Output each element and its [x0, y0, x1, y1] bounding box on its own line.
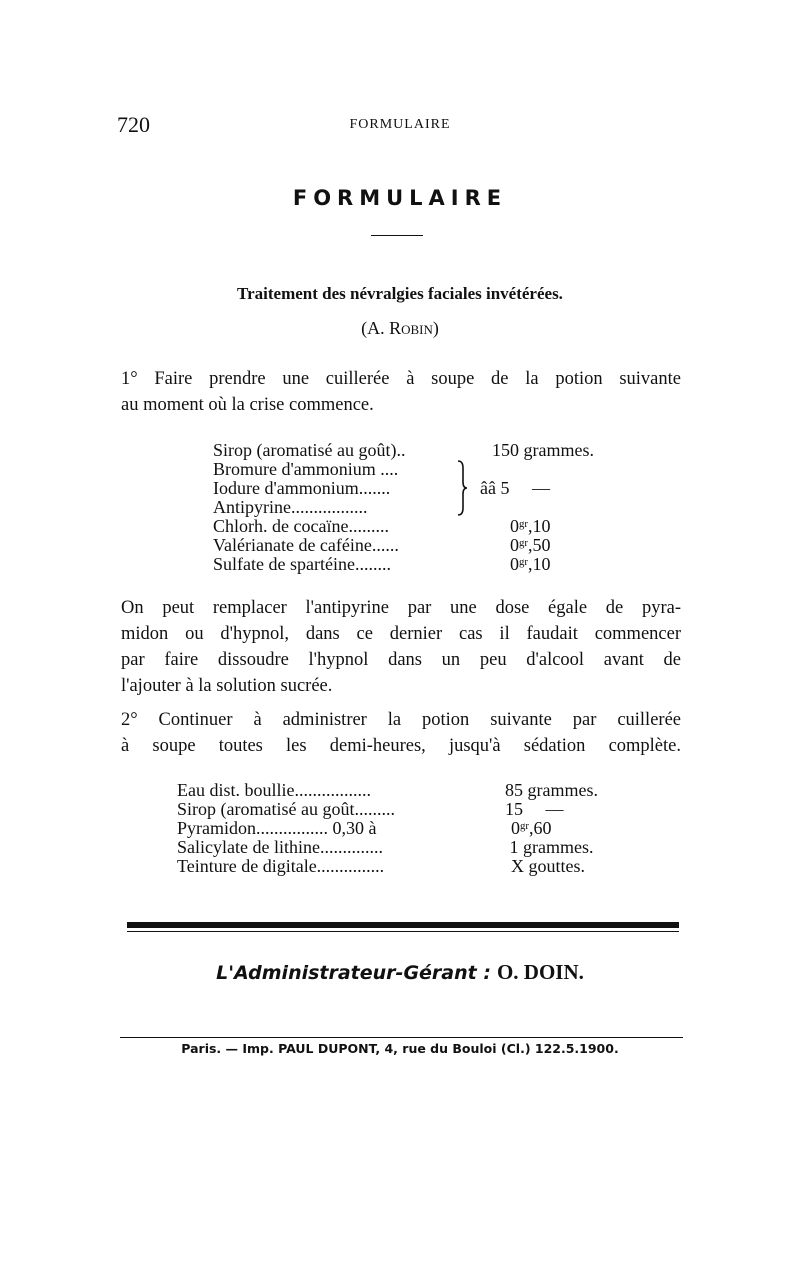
paragraph-line: à soupe toutes les demi-heures, jusqu'à sédation complète.	[121, 736, 681, 756]
administrator-label: L'Administrateur-Gérant :	[216, 962, 491, 984]
paragraph-line: On peut remplacer l'antipyrine par une dose égale de pyra-	[121, 598, 681, 618]
quantity: 15 —	[505, 799, 564, 819]
paragraph-1	[121, 366, 681, 418]
curly-brace	[455, 460, 469, 516]
ingredient: Chlorh. de cocaïne.........	[213, 516, 389, 536]
ingredient: Salicylate de lithine..............	[177, 837, 383, 857]
quantity: $0^{gr},60$	[511, 818, 552, 838]
quantity: X gouttes.	[511, 856, 585, 876]
recipe-row	[213, 517, 633, 536]
administrator-name: O. DOIN.	[496, 960, 584, 984]
quantity: 150 grammes.	[492, 440, 594, 460]
recipe-row	[177, 857, 637, 876]
author-close: )	[432, 318, 439, 338]
quantity: $0^{gr},10$	[510, 516, 551, 536]
quantity: 1 grammes.	[505, 837, 594, 857]
footer-thick-rule	[127, 922, 679, 928]
ingredient: Sirop (aromatisé au goût)..	[213, 440, 406, 460]
recipe-row	[213, 498, 633, 517]
quantity: $0^{gr},50$	[510, 535, 551, 555]
ingredient: Eau dist. boullie.................	[177, 780, 371, 800]
quantity: 85 grammes.	[505, 780, 598, 800]
recipe-2	[177, 781, 637, 876]
recipe-row	[213, 555, 633, 574]
ingredient: Pyramidon................ 0,30 à	[177, 818, 377, 838]
ingredient: Valérianate de caféine......	[213, 535, 399, 555]
ingredient: Bromure d'ammonium ....	[213, 459, 399, 479]
recipe-row	[213, 536, 633, 555]
imprint-rule	[120, 1037, 683, 1038]
recipe-row	[213, 460, 633, 479]
paragraph-3	[121, 707, 681, 759]
subtitle: Traitement des névralgies faciales invétérées.	[237, 284, 563, 303]
recipe-row	[177, 838, 637, 857]
title-rule	[371, 235, 423, 236]
author-line	[0, 318, 800, 339]
author-open: (A.	[361, 318, 390, 338]
page-title: FORMULAIRE	[292, 186, 508, 210]
paragraph-line: l'ajouter à la solution sucrée.	[121, 676, 333, 696]
recipe-row	[177, 800, 637, 819]
ingredient: Sulfate de spartéine........	[213, 554, 391, 574]
running-head: FORMULAIRE	[349, 117, 451, 132]
ingredient: Teinture de digitale...............	[177, 856, 385, 876]
imprint: Paris. — Imp. PAUL DUPONT, 4, rue du Bouloi (Cl.) 122.5.1900.	[181, 1041, 619, 1056]
recipe-row	[213, 441, 633, 460]
paragraph-line: par faire dissoudre l'hypnol dans un peu d'alcool avant de	[121, 650, 681, 670]
page-number: 720	[117, 112, 150, 137]
paragraph-line: midon ou d'hypnol, dans ce dernier cas il faudait commencer	[121, 624, 681, 644]
quantity: $0^{gr},10$	[510, 554, 551, 574]
administrator-line	[0, 960, 800, 985]
paragraph-line: 2° Continuer à administrer la potion suivante par cuillerée	[121, 710, 681, 730]
ingredient: Sirop (aromatisé au goût.........	[177, 799, 395, 819]
quantity: ââ 5 —	[480, 478, 550, 498]
paragraph-line: 1° Faire prendre une cuillerée à soupe de la potion suivante	[121, 369, 681, 389]
ingredient: Iodure d'ammonium.......	[213, 478, 391, 498]
footer-thin-rule	[127, 931, 679, 932]
ingredient: Antipyrine.................	[213, 497, 368, 517]
recipe-row	[177, 781, 637, 800]
recipe-row	[177, 819, 637, 838]
recipe-row	[213, 479, 633, 498]
recipe-1	[213, 441, 633, 574]
paragraph-line: au moment où la crise commence.	[121, 395, 374, 415]
paragraph-2	[121, 595, 681, 699]
author-name: Robin	[389, 318, 433, 338]
